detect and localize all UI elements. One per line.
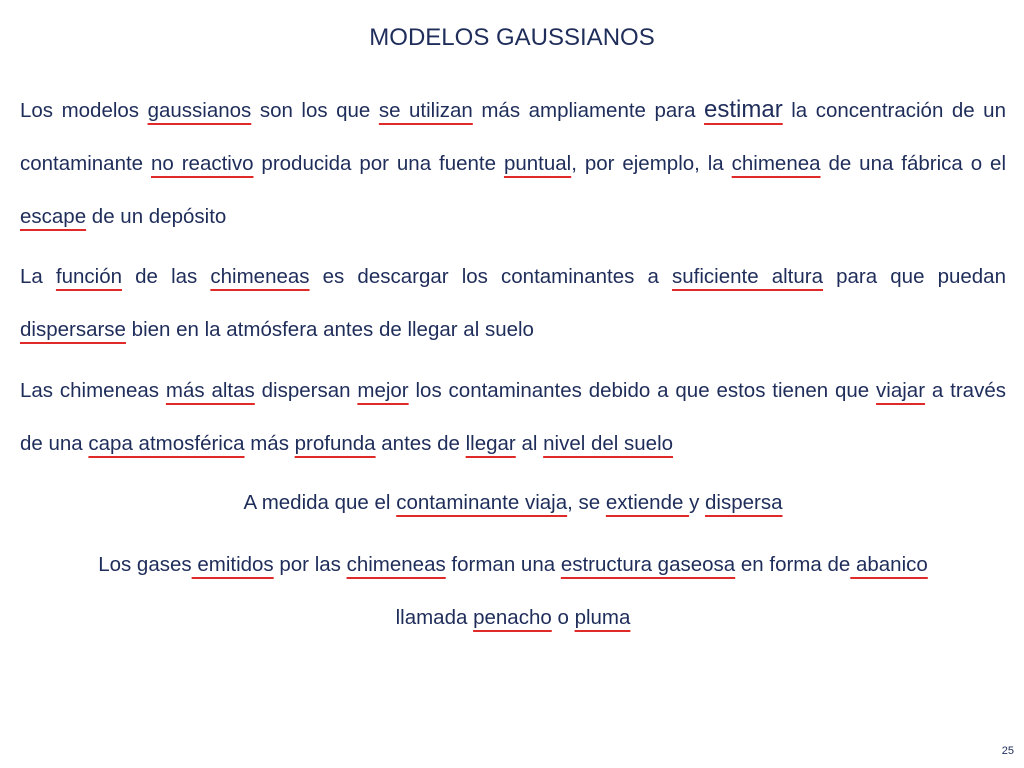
text: forman una	[445, 553, 561, 576]
underlined-term: mejor	[357, 379, 409, 402]
text: a través de una	[20, 379, 1006, 455]
underlined-term: llegar	[465, 432, 516, 455]
text: antes de	[375, 432, 466, 455]
text: Los modelos	[20, 99, 148, 122]
underlined-term: no reactivo	[151, 152, 254, 175]
underlined-term: puntual	[503, 152, 572, 175]
text: de una fábrica o el	[820, 152, 1006, 175]
text: La	[20, 265, 56, 288]
underlined-term: profunda	[294, 432, 376, 455]
underlined-term: se utilizan	[378, 99, 473, 122]
underlined-term: estimar	[704, 96, 783, 123]
text: los contaminantes debido a que estos tienen que	[408, 379, 877, 402]
underlined-term: chimenea	[731, 152, 821, 175]
text: son los que	[251, 99, 379, 122]
underlined-term: emitidos	[191, 553, 274, 576]
text: de un depósito	[86, 205, 227, 228]
underlined-term: contaminante viaja	[396, 491, 568, 514]
underlined-term: penacho	[473, 606, 552, 629]
slide-title: MODELOS GAUSSIANOS	[369, 24, 655, 51]
underlined-term: dispersa	[705, 491, 783, 514]
paragraph-taller-chimneys	[20, 364, 1006, 470]
underlined-term: extiende	[605, 491, 690, 514]
underlined-term: estructura gaseosa	[560, 553, 736, 576]
text: o	[551, 606, 575, 629]
text: para que puedan	[823, 265, 1006, 288]
underlined-term: nivel del suelo	[543, 432, 674, 455]
text: , por ejemplo, la	[571, 152, 732, 175]
text: Las chimeneas	[20, 379, 166, 402]
underlined-term: chimeneas	[346, 553, 446, 576]
text: por las	[273, 553, 347, 576]
underlined-term: dispersarse	[20, 318, 126, 341]
text: producida por una fuente	[253, 152, 504, 175]
underlined-term: chimeneas	[210, 265, 310, 288]
paragraph-gaussian-models	[20, 83, 1006, 243]
text: bien en la atmósfera antes de llegar al suelo	[125, 318, 534, 341]
paragraph-plume	[20, 538, 1006, 644]
underlined-term: abanico	[850, 553, 928, 576]
text: , se	[567, 491, 606, 514]
page-number: 25	[1001, 745, 1014, 757]
paragraph-contaminant-travels	[20, 476, 1006, 529]
underlined-term: escape	[20, 205, 87, 228]
underlined-term: suficiente altura	[671, 265, 823, 288]
text: Los gases	[98, 553, 192, 576]
underlined-term: capa atmosférica	[88, 432, 245, 455]
underlined-term: gaussianos	[147, 99, 252, 122]
text: A medida que el	[243, 491, 397, 514]
text: al	[515, 432, 544, 455]
underlined-term: viajar	[876, 379, 926, 402]
text: más ampliamente para	[472, 99, 705, 122]
text: más	[244, 432, 295, 455]
text: dispersan	[254, 379, 358, 402]
underlined-term: pluma	[574, 606, 631, 629]
text: la concentración de un contaminante	[20, 99, 1006, 175]
underlined-term: función	[55, 265, 123, 288]
text: de las	[122, 265, 211, 288]
text: en forma de	[735, 553, 851, 576]
text: es descargar los contaminantes a	[309, 265, 672, 288]
paragraph-chimney-function	[20, 250, 1006, 356]
text: y	[689, 491, 706, 514]
text: llamada	[395, 606, 474, 629]
underlined-term: más altas	[165, 379, 255, 402]
